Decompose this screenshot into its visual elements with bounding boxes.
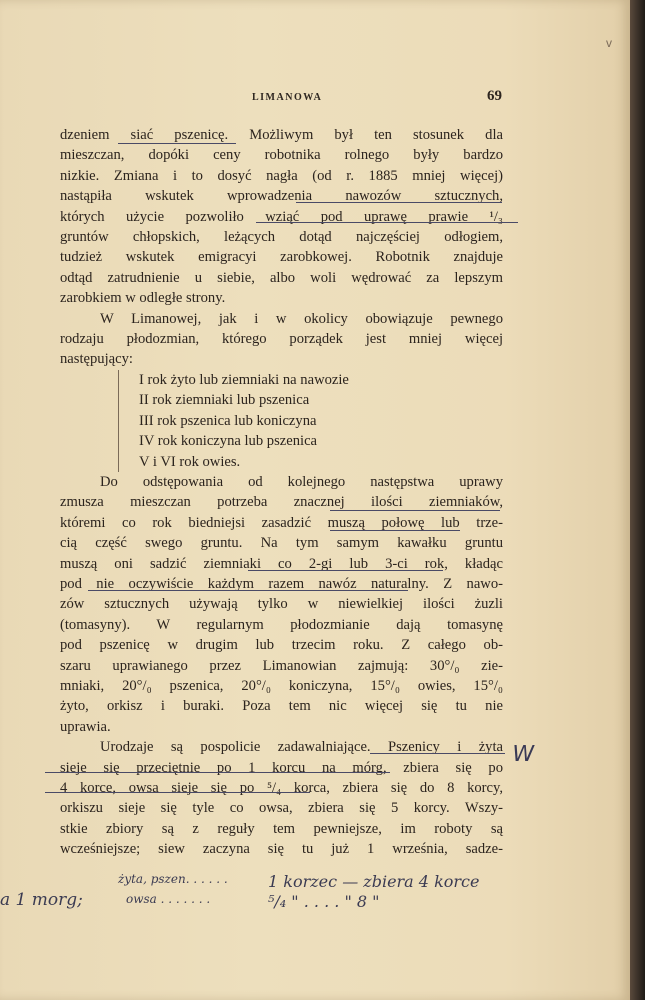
margin-checkmark: W <box>509 742 536 767</box>
list-item: III rok pszenica lub koniczyna <box>139 412 317 429</box>
text-line: szaru uprawianego przez Limanowian zajmują: 30°/₀ zie- <box>60 657 503 674</box>
paragraph-3 <box>60 472 503 737</box>
pencil-underline <box>248 570 443 571</box>
paragraph-2 <box>60 309 503 370</box>
pencil-underline <box>45 772 390 773</box>
list-item: IV rok koniczyna lub pszenica <box>139 433 318 450</box>
pencil-underline <box>330 530 460 531</box>
text-line: wcześniejsze; siew zaczyna się tu już 1 września, sadze- <box>60 841 503 858</box>
pencil-underline <box>256 222 518 223</box>
pencil-underline <box>45 792 310 793</box>
text-line: następujący: <box>60 351 133 368</box>
text-line: któremi co rok biedniejsi zasadzić muszą połowę lub trze- <box>60 514 503 531</box>
text-line: tudzież wskutek emigracyi zarobkowej. Robotnik znajduje <box>60 249 503 266</box>
text-line: stkie zbiory są z reguły tem pewniejsze, im roboty są <box>60 820 503 837</box>
text-line: zarobkiem w odległe strony. <box>60 290 226 307</box>
text-line: których użycie pozwoliło wziąć pod uprawę prawie ¹/₃ <box>60 208 503 225</box>
text-line: dzeniem siać pszenicę. Możliwym był ten stosunek dla <box>60 127 503 143</box>
text-line: odtąd zatrudnienie u siebie, albo woli wędrować za lepszym <box>60 269 503 286</box>
text-line: nastąpiła wskutek wprowadzenia nawozów sztucznych, <box>60 188 503 205</box>
paragraph-4 <box>60 737 503 859</box>
handwritten-note: a 1 morg; <box>0 890 83 910</box>
text-line: pod nie oczywiście każdym razem nawóz naturalny. Z nawo- <box>60 575 503 592</box>
crop-rotation-list <box>118 370 419 472</box>
text-line: pod pszenicę w drugim lub trzecim roku. Z całego ob- <box>60 637 503 654</box>
body-text <box>60 125 503 860</box>
text-line: zmusza mieszczan potrzeba znacznej ilości ziemniaków, <box>60 494 503 511</box>
text-line: (tomasyny). W regularnym płodozmianie dają tomasynę <box>60 616 503 633</box>
list-item: II rok ziemniaki lub pszenica <box>139 392 310 409</box>
text-line: Do odstępowania od kolejnego następstwa uprawy <box>100 473 503 490</box>
pencil-underline <box>296 202 502 203</box>
page-number: 69 <box>487 88 502 104</box>
text-line: cią część swego gruntu. Na tym samym kawałku gruntu <box>60 535 503 552</box>
book-edge <box>630 0 645 1000</box>
text-line: nizkie. Zmiana i to dosyć nagła (od r. 1885 mniej więcej) <box>60 167 503 184</box>
handwritten-note: ⁵/₄ " . . . . " 8 " <box>268 892 380 911</box>
text-line: uprawia. <box>60 718 111 735</box>
pencil-underline <box>370 753 505 754</box>
text-line: orkiszu sieje się tyle co owsa, zbiera się 5 korcy. Wszy- <box>60 800 503 817</box>
text-line: zów sztucznych używają tylko w niewielkiej ilości żuzli <box>60 596 503 613</box>
paragraph-1 <box>60 125 503 309</box>
text-line: 4 korce, owsa sieje się po ⁵/₄ korca, zbiera się do 8 korcy, <box>60 780 503 796</box>
pencil-underline <box>330 510 500 511</box>
text-line: mniaki, 20°/₀ pszenica, 20°/₀ koniczyna, 15°/₀ owies, 15°/₀ <box>60 677 503 694</box>
list-item: V i VI rok owies. <box>139 453 241 470</box>
text-line: żyto, orkisz i buraki. Poza tem nic więcej się tu nie <box>60 698 503 715</box>
handwritten-note: owsa . . . . . . . <box>126 892 211 906</box>
running-head: LIMANOWA <box>252 92 323 103</box>
text-line: muszą oni sadzić ziemniaki co 2-gi lub 3-ci rok, kładąc <box>60 555 503 572</box>
pencil-underline <box>88 590 408 591</box>
text-line: W Limanowej, jak i w okolicy obowiązuje pewnego <box>100 310 503 327</box>
text-line: rodzaju płodozmian, którego porządek jest mniej więcej <box>60 331 503 348</box>
corner-tick-mark: v <box>606 36 612 50</box>
text-line: mieszczan, dopóki ceny robotnika rolnego były bardzo <box>60 147 503 164</box>
text-line: Urodzaje są pospolicie zadawalniające. Pszenicy i żyta <box>100 739 503 756</box>
list-item: I rok żyto lub ziemniaki na nawozie <box>139 371 349 388</box>
handwritten-note: 1 korzec — zbiera 4 korce <box>268 872 480 891</box>
text-line: gruntów chłopskich, leżących dotąd najczęściej odłogiem, <box>60 229 503 246</box>
text-line: sieje się przeciętnie po 1 korcu na mórg, zbiera się po <box>60 759 503 776</box>
pencil-underline <box>118 143 236 144</box>
handwritten-note: żyta, pszen. . . . . . <box>118 872 228 886</box>
